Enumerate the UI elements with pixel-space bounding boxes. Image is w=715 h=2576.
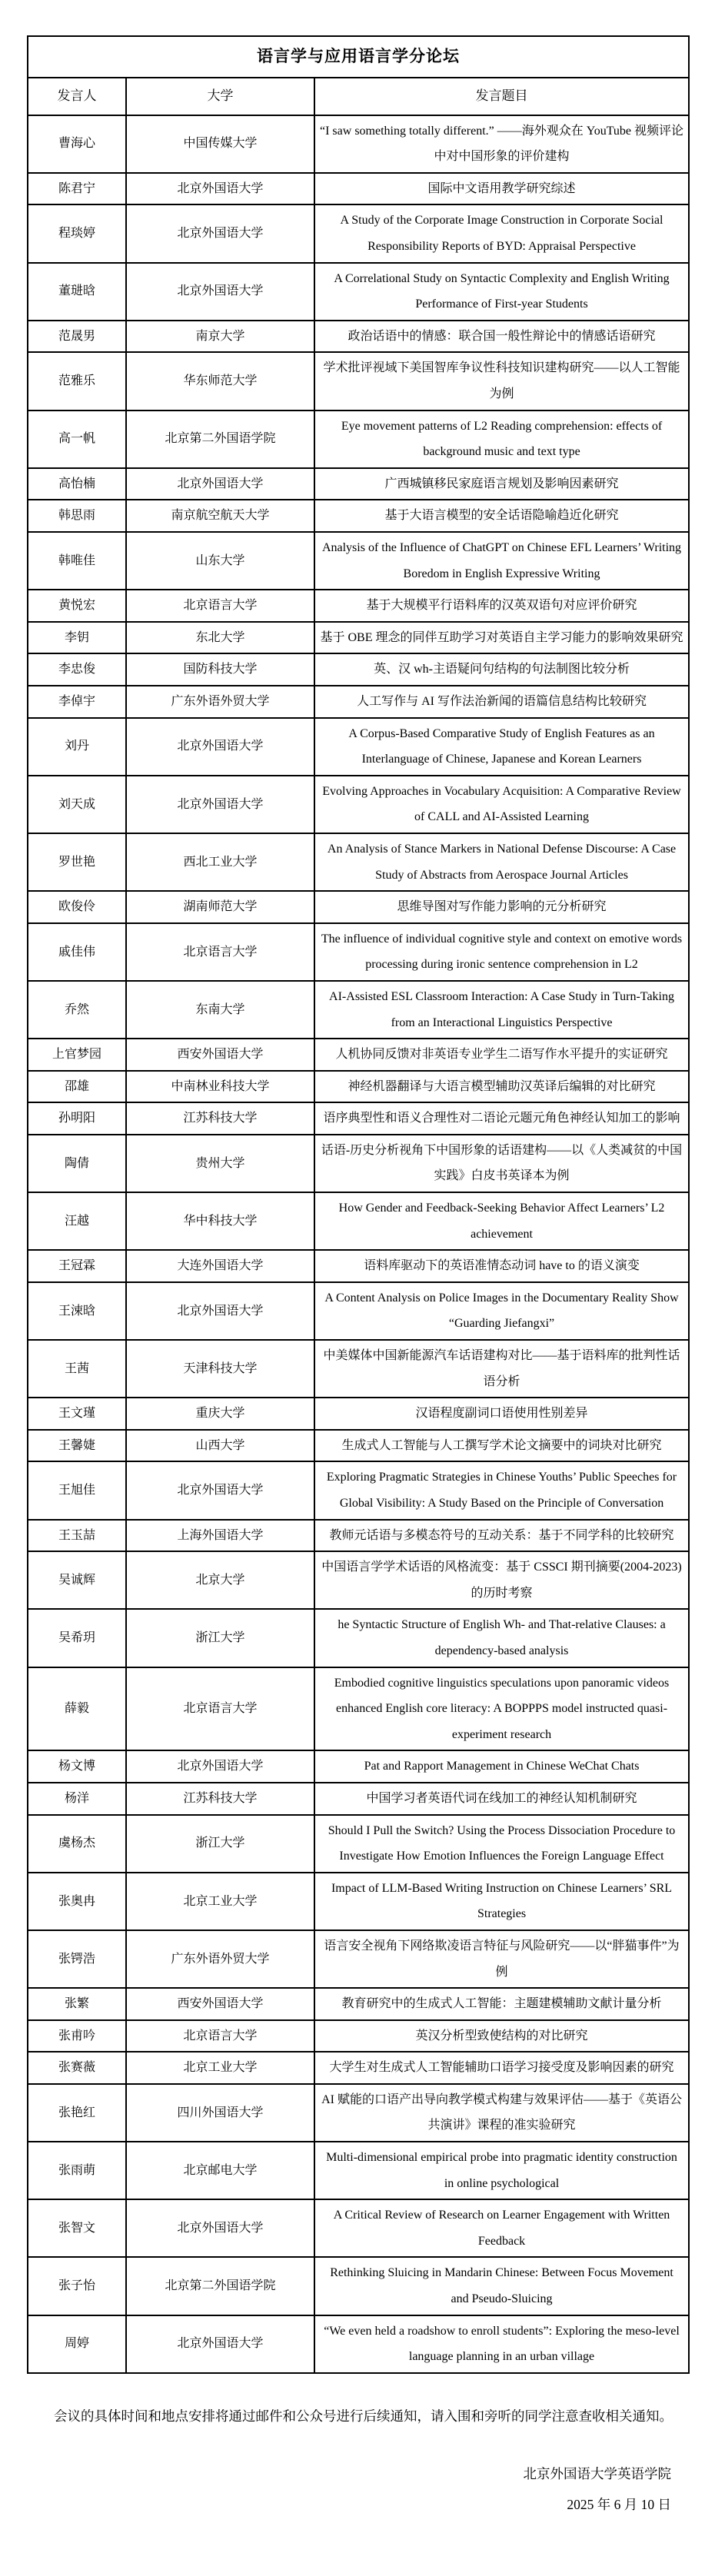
speaker-cell: 罗世艳: [28, 833, 126, 891]
university-cell: 贵州大学: [126, 1135, 314, 1192]
topic-cell: “We even held a roadshow to enroll students”: Exploring the meso-level language planning in an urban village: [314, 2315, 689, 2373]
table-row: [28, 1135, 689, 1192]
university-cell: 北京外国语大学: [126, 1461, 314, 1519]
table-row: [28, 1750, 689, 1783]
speaker-cell: 陈君宁: [28, 173, 126, 205]
topic-cell: 话语-历史分析视角下中国形象的话语建构——以《人类减贫的中国实践》白皮书英译本为例: [314, 1135, 689, 1192]
speaker-cell: 张繁: [28, 1988, 126, 2020]
university-cell: 北京外国语大学: [126, 2315, 314, 2373]
speaker-cell: 陶倩: [28, 1135, 126, 1192]
topic-cell: 教育研究中的生成式人工智能：主题建模辅助文献计量分析: [314, 1988, 689, 2020]
table-row: [28, 923, 689, 981]
speaker-cell: 杨文博: [28, 1750, 126, 1783]
university-cell: 四川外国语大学: [126, 2084, 314, 2142]
table-row: [28, 1551, 689, 1609]
table-row: [28, 981, 689, 1039]
table-row: [28, 204, 689, 262]
column-header-university: 大学: [126, 78, 314, 115]
university-cell: 北京外国语大学: [126, 718, 314, 776]
table-row: [28, 500, 689, 532]
table-row: [28, 718, 689, 776]
speaker-cell: 邵雄: [28, 1071, 126, 1103]
speaker-cell: 王涑晗: [28, 1282, 126, 1340]
table-header-row: [28, 78, 689, 115]
topic-cell: An Analysis of Stance Markers in National Defense Discourse: A Case Study of Abstracts from Aerospace Journal Articles: [314, 833, 689, 891]
university-cell: 北京第二外国语学院: [126, 2257, 314, 2315]
university-cell: 华中科技大学: [126, 1192, 314, 1250]
university-cell: 北京外国语大学: [126, 468, 314, 500]
university-cell: 山西大学: [126, 1430, 314, 1462]
topic-cell: 神经机器翻译与大语言模型辅助汉英译后编辑的对比研究: [314, 1071, 689, 1103]
table-row: [28, 1430, 689, 1462]
speaker-cell: 张奥冉: [28, 1873, 126, 1930]
topic-cell: 基于大规模平行语料库的汉英双语句对应评价研究: [314, 590, 689, 622]
speaker-cell: 张甫吟: [28, 2020, 126, 2052]
speaker-cell: 高一帆: [28, 410, 126, 468]
topic-cell: A Correlational Study on Syntactic Complexity and English Writing Performance of First-year Students: [314, 263, 689, 321]
speaker-cell: 李忠俊: [28, 653, 126, 686]
topic-cell: A Study of the Corporate Image Construction in Corporate Social Responsibility Reports of BYD: Appraisal Perspective: [314, 204, 689, 262]
table-row: [28, 1609, 689, 1667]
topic-cell: 英、汉 wh-主语疑问句结构的句法制图比较分析: [314, 653, 689, 686]
speaker-cell: 张子怡: [28, 2257, 126, 2315]
speaker-cell: 董琎晗: [28, 263, 126, 321]
topic-cell: 人机协同反馈对非英语专业学生二语写作水平提升的实证研究: [314, 1039, 689, 1071]
speaker-cell: 黄悦宏: [28, 590, 126, 622]
topic-cell: 政治话语中的情感：联合国一般性辩论中的情感话语研究: [314, 321, 689, 353]
university-cell: 南京航空航天大学: [126, 500, 314, 532]
topic-cell: AI-Assisted ESL Classroom Interaction: A Case Study in Turn-Taking from an Interactional Linguistics Perspective: [314, 981, 689, 1039]
topic-cell: 思维导图对写作能力影响的元分析研究: [314, 891, 689, 923]
speaker-cell: 张锷浩: [28, 1930, 126, 1988]
university-cell: 大连外国语大学: [126, 1250, 314, 1282]
signature-block: [27, 2458, 688, 2521]
speaker-cell: 周婷: [28, 2315, 126, 2373]
table-row: [28, 1815, 689, 1873]
topic-cell: The influence of individual cognitive style and context on emotive words processing during ironic sentence comprehension in L2: [314, 923, 689, 981]
speaker-cell: 高怡楠: [28, 468, 126, 500]
university-cell: 北京外国语大学: [126, 204, 314, 262]
table-row: [28, 2142, 689, 2199]
table-row: [28, 776, 689, 833]
topic-cell: Pat and Rapport Management in Chinese WeChat Chats: [314, 1750, 689, 1783]
column-header-topic: 发言题目: [314, 78, 689, 115]
university-cell: 北京工业大学: [126, 2052, 314, 2084]
speaker-cell: 王旭佳: [28, 1461, 126, 1519]
topic-cell: 人工写作与 AI 写作法治新闻的语篇信息结构比较研究: [314, 686, 689, 718]
speaker-cell: 孙明阳: [28, 1102, 126, 1135]
topic-cell: A Corpus-Based Comparative Study of English Features as an Interlanguage of Chinese, Japanese and Korean Learners: [314, 718, 689, 776]
speaker-cell: 韩思雨: [28, 500, 126, 532]
speaker-cell: 李钥: [28, 622, 126, 654]
table-row: [28, 1873, 689, 1930]
table-row: [28, 891, 689, 923]
speaker-cell: 王茜: [28, 1340, 126, 1398]
date: 2025 年 6 月 10 日: [567, 2497, 671, 2513]
page-title: 语言学与应用语言学分论坛: [28, 36, 689, 78]
speaker-cell: 曹海心: [28, 115, 126, 173]
university-cell: 浙江大学: [126, 1609, 314, 1667]
signature: 北京外国语大学英语学院: [523, 2465, 671, 2481]
table-row: [28, 1071, 689, 1103]
speaker-cell: 王冠霖: [28, 1250, 126, 1282]
topic-cell: 语料库驱动下的英语准情态动词 have to 的语义演变: [314, 1250, 689, 1282]
speaker-cell: 虞杨杰: [28, 1815, 126, 1873]
speaker-cell: 范雅乐: [28, 352, 126, 410]
table-row: [28, 622, 689, 654]
topic-cell: 基于大语言模型的安全话语隐喻趋近化研究: [314, 500, 689, 532]
university-cell: 上海外国语大学: [126, 1520, 314, 1552]
table-row: [28, 263, 689, 321]
table-row: [28, 1039, 689, 1071]
speaker-cell: 张赛薇: [28, 2052, 126, 2084]
topic-cell: 生成式人工智能与人工撰写学术论文摘要中的词块对比研究: [314, 1430, 689, 1462]
footer-note: 会议的具体时间和地点安排将通过邮件和公众号进行后续通知，请入围和旁听的同学注意查收相关通知。: [54, 2408, 673, 2424]
topic-cell: 国际中文语用教学研究综述: [314, 173, 689, 205]
table-row: [28, 352, 689, 410]
table-row: [28, 2020, 689, 2052]
university-cell: 湖南师范大学: [126, 891, 314, 923]
table-row: [28, 1930, 689, 1988]
university-cell: 西安外国语大学: [126, 1988, 314, 2020]
university-cell: 北京外国语大学: [126, 263, 314, 321]
table-row: [28, 2084, 689, 2142]
university-cell: 北京邮电大学: [126, 2142, 314, 2199]
university-cell: 中南林业科技大学: [126, 1071, 314, 1103]
column-header-speaker: 发言人: [28, 78, 126, 115]
topic-cell: Evolving Approaches in Vocabulary Acquisition: A Comparative Review of CALL and AI-Assisted Learning: [314, 776, 689, 833]
university-cell: 江苏科技大学: [126, 1102, 314, 1135]
topic-cell: Multi-dimensional empirical probe into pragmatic identity construction in online psychological: [314, 2142, 689, 2199]
speaker-cell: 欧俊伶: [28, 891, 126, 923]
speaker-cell: 乔然: [28, 981, 126, 1039]
university-cell: 北京大学: [126, 1551, 314, 1609]
topic-cell: A Critical Review of Research on Learner Engagement with Written Feedback: [314, 2199, 689, 2257]
topic-cell: 中国学习者英语代词在线加工的神经认知机制研究: [314, 1783, 689, 1815]
university-cell: 北京外国语大学: [126, 776, 314, 833]
topic-cell: he Syntactic Structure of English Wh- and That-relative Clauses: a dependency-based analysis: [314, 1609, 689, 1667]
topic-cell: AI 赋能的口语产出导向教学模式构建与效果评估——基于《英语公共演讲》课程的准实验研究: [314, 2084, 689, 2142]
table-row: [28, 173, 689, 205]
speaker-cell: 张智文: [28, 2199, 126, 2257]
topic-cell: 中国语言学学术话语的风格流变：基于 CSSCI 期刊摘要(2004-2023)的历时考察: [314, 1551, 689, 1609]
table-row: [28, 1988, 689, 2020]
university-cell: 北京语言大学: [126, 590, 314, 622]
speaker-cell: 张雨萌: [28, 2142, 126, 2199]
university-cell: 东南大学: [126, 981, 314, 1039]
topic-cell: 语言安全视角下网络欺凌语言特征与风险研究——以“胖猫事件”为例: [314, 1930, 689, 1988]
speaker-cell: 王馨婕: [28, 1430, 126, 1462]
topic-cell: How Gender and Feedback-Seeking Behavior Affect Learners’ L2 achievement: [314, 1192, 689, 1250]
speaker-cell: 吴希玥: [28, 1609, 126, 1667]
speaker-cell: 张艳红: [28, 2084, 126, 2142]
table-row: [28, 1192, 689, 1250]
university-cell: 中国传媒大学: [126, 115, 314, 173]
topic-cell: 广西城镇移民家庭语言规划及影响因素研究: [314, 468, 689, 500]
speaker-cell: 范晟男: [28, 321, 126, 353]
topic-cell: 基于 OBE 理念的同伴互助学习对英语自主学习能力的影响效果研究: [314, 622, 689, 654]
speaker-cell: 杨洋: [28, 1783, 126, 1815]
university-cell: 国防科技大学: [126, 653, 314, 686]
table-row: [28, 1783, 689, 1815]
speaker-cell: 汪越: [28, 1192, 126, 1250]
topic-cell: Analysis of the Influence of ChatGPT on Chinese EFL Learners’ Writing Boredom in English Expressive Writing: [314, 532, 689, 590]
table-row: [28, 1667, 689, 1751]
university-cell: 天津科技大学: [126, 1340, 314, 1398]
speaker-cell: 王文瑾: [28, 1398, 126, 1430]
university-cell: 浙江大学: [126, 1815, 314, 1873]
forum-schedule-table: [27, 35, 690, 2374]
university-cell: 北京外国语大学: [126, 1282, 314, 1340]
table-row: [28, 532, 689, 590]
university-cell: 山东大学: [126, 532, 314, 590]
table-row: [28, 1398, 689, 1430]
topic-cell: A Content Analysis on Police Images in the Documentary Reality Show “Guarding Jiefangxi”: [314, 1282, 689, 1340]
speaker-cell: 上官梦园: [28, 1039, 126, 1071]
university-cell: 北京外国语大学: [126, 1750, 314, 1783]
university-cell: 南京大学: [126, 321, 314, 353]
table-row: [28, 590, 689, 622]
topic-cell: Impact of LLM-Based Writing Instruction on Chinese Learners’ SRL Strategies: [314, 1873, 689, 1930]
table-row: [28, 653, 689, 686]
table-row: [28, 2052, 689, 2084]
table-row: [28, 1340, 689, 1398]
table-row: [28, 2199, 689, 2257]
topic-cell: Embodied cognitive linguistics speculations upon panoramic videos enhanced English core literacy: A BOPPPS model instructed quasi-experiment research: [314, 1667, 689, 1751]
footer-section: [27, 2400, 688, 2521]
university-cell: 北京第二外国语学院: [126, 410, 314, 468]
university-cell: 北京工业大学: [126, 1873, 314, 1930]
speaker-cell: 程琰婷: [28, 204, 126, 262]
university-cell: 江苏科技大学: [126, 1783, 314, 1815]
topic-cell: 中美媒体中国新能源汽车话语建构对比——基于语料库的批判性话语分析: [314, 1340, 689, 1398]
table-row: [28, 1520, 689, 1552]
table-row: [28, 321, 689, 353]
university-cell: 北京外国语大学: [126, 2199, 314, 2257]
university-cell: 北京语言大学: [126, 1667, 314, 1751]
university-cell: 华东师范大学: [126, 352, 314, 410]
topic-cell: Should I Pull the Switch? Using the Process Dissociation Procedure to Investigate How Emotion Influences the Foreign Language Effect: [314, 1815, 689, 1873]
speaker-cell: 薛毅: [28, 1667, 126, 1751]
university-cell: 西安外国语大学: [126, 1039, 314, 1071]
topic-cell: Rethinking Sluicing in Mandarin Chinese: Between Focus Movement and Pseudo-Sluicing: [314, 2257, 689, 2315]
topic-cell: 学术批评视域下美国智库争议性科技知识建构研究——以人工智能为例: [314, 352, 689, 410]
table-row: [28, 2257, 689, 2315]
university-cell: 北京外国语大学: [126, 173, 314, 205]
table-row: [28, 1102, 689, 1135]
university-cell: 北京语言大学: [126, 923, 314, 981]
topic-cell: 汉语程度副词口语使用性别差异: [314, 1398, 689, 1430]
topic-cell: 教师元话语与多模态符号的互动关系：基于不同学科的比较研究: [314, 1520, 689, 1552]
speaker-cell: 王玉喆: [28, 1520, 126, 1552]
topic-cell: “I saw something totally different.” ——海外观众在 YouTube 视频评论中对中国形象的评价建构: [314, 115, 689, 173]
speaker-cell: 戚佳伟: [28, 923, 126, 981]
university-cell: 东北大学: [126, 622, 314, 654]
topic-cell: 语序典型性和语义合理性对二语论元题元角色神经认知加工的影响: [314, 1102, 689, 1135]
table-row: [28, 833, 689, 891]
table-row: [28, 410, 689, 468]
table-title-row: [28, 36, 689, 78]
topic-cell: Exploring Pragmatic Strategies in Chinese Youths’ Public Speeches for Global Visibility: A Study Based on the Principle of Conversation: [314, 1461, 689, 1519]
table-row: [28, 2315, 689, 2373]
table-row: [28, 468, 689, 500]
university-cell: 重庆大学: [126, 1398, 314, 1430]
speaker-cell: 刘天成: [28, 776, 126, 833]
university-cell: 广东外语外贸大学: [126, 1930, 314, 1988]
topic-cell: 英汉分析型致使结构的对比研究: [314, 2020, 689, 2052]
university-cell: 北京语言大学: [126, 2020, 314, 2052]
speaker-cell: 刘丹: [28, 718, 126, 776]
topic-cell: Eye movement patterns of L2 Reading comprehension: effects of background music and text type: [314, 410, 689, 468]
table-row: [28, 1282, 689, 1340]
topic-cell: 大学生对生成式人工智能辅助口语学习接受度及影响因素的研究: [314, 2052, 689, 2084]
speaker-cell: 韩唯佳: [28, 532, 126, 590]
table-row: [28, 686, 689, 718]
university-cell: 西北工业大学: [126, 833, 314, 891]
speaker-cell: 吴诚辉: [28, 1551, 126, 1609]
table-row: [28, 1461, 689, 1519]
table-row: [28, 115, 689, 173]
university-cell: 广东外语外贸大学: [126, 686, 314, 718]
speaker-cell: 李倬宇: [28, 686, 126, 718]
table-row: [28, 1250, 689, 1282]
